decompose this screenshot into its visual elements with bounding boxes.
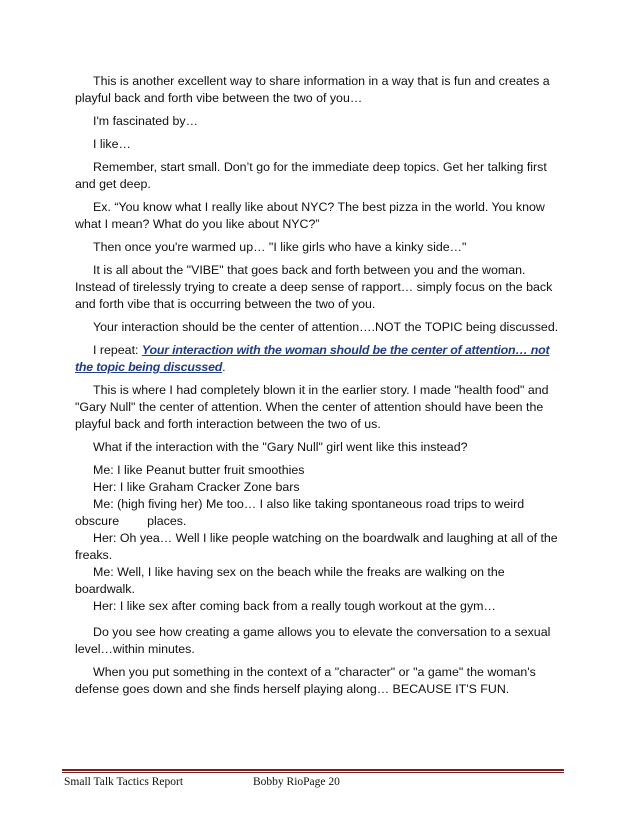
dialog-line-text: Me: (high fiving her) Me too… I also like taking spontaneous road trips to weird obscure [75, 497, 525, 528]
page-body [75, 73, 565, 704]
paragraph: Then once you're warmed up… "I like girls who have a kinky side…" [93, 240, 467, 254]
dialog-line: Her: I like Graham Cracker Zone bars [93, 480, 300, 494]
repeat-paragraph [75, 342, 565, 376]
paragraph: I'm fascinated by… [93, 114, 198, 128]
repeat-lead: I repeat: [93, 343, 142, 357]
paragraph: It is all about the "VIBE" that goes back and forth between you and the woman. Instead of tirelessly trying to create a deep sense of rapport… simply focus on the back and forth vibe that is occurring between the two of you. [75, 263, 553, 311]
paragraph: This is where I had completely blown it in the earlier story. I made "health food" and "Gary Null" the center of attention. When the center of attention should have been the playful back and forth interaction between the two of us. [75, 383, 549, 431]
paragraph: Remember, start small. Don’t go for the immediate deep topics. Get her talking first and get deep. [75, 160, 547, 191]
paragraph: Do you see how creating a game allows you to elevate the conversation to a sexual level…within minutes. [75, 625, 551, 656]
footer-author-page: Bobby RioPage 20 [253, 776, 340, 788]
footer-divider [62, 769, 564, 771]
dialog-block [75, 462, 565, 615]
dialog-line: Her: Oh yea… Well I like people watching on the boardwalk and laughing at all of the freaks. [75, 531, 558, 562]
repeat-tail: . [222, 360, 226, 374]
paragraph: Your interaction should be the center of attention….NOT the TOPIC being discussed. [93, 320, 559, 334]
paragraph: When you put something in the context of a "character" or "a game" the woman's defense goes down and she finds herself playing along… BECAUSE IT'S FUN. [75, 665, 536, 696]
paragraph: I like… [93, 137, 131, 151]
paragraph: What if the interaction with the "Gary Null" girl went like this instead? [93, 440, 468, 454]
page-footer [64, 776, 564, 792]
dialog-line: Me: I like Peanut butter fruit smoothies [93, 463, 305, 477]
paragraph: This is another excellent way to share information in a way that is fun and creates a playful back and forth vibe between the two of you… [75, 74, 550, 105]
paragraph: Ex. “You know what I really like about NYC? The best pizza in the world. You know what I mean? What do you like about NYC?” [75, 200, 545, 231]
footer-divider [62, 772, 564, 773]
dialog-line: Her: I like sex after coming back from a really tough workout at the gym… [93, 599, 496, 613]
footer-report-title: Small Talk Tactics Report [64, 776, 184, 788]
dialog-line-text: places. [147, 514, 187, 528]
dialog-line [75, 496, 565, 530]
emphasized-statement: Your interaction with the woman should be the center of attention… not the topic being discussed [75, 343, 550, 374]
dialog-line: Me: Well, I like having sex on the beach while the freaks are walking on the boardwalk. [75, 565, 505, 596]
